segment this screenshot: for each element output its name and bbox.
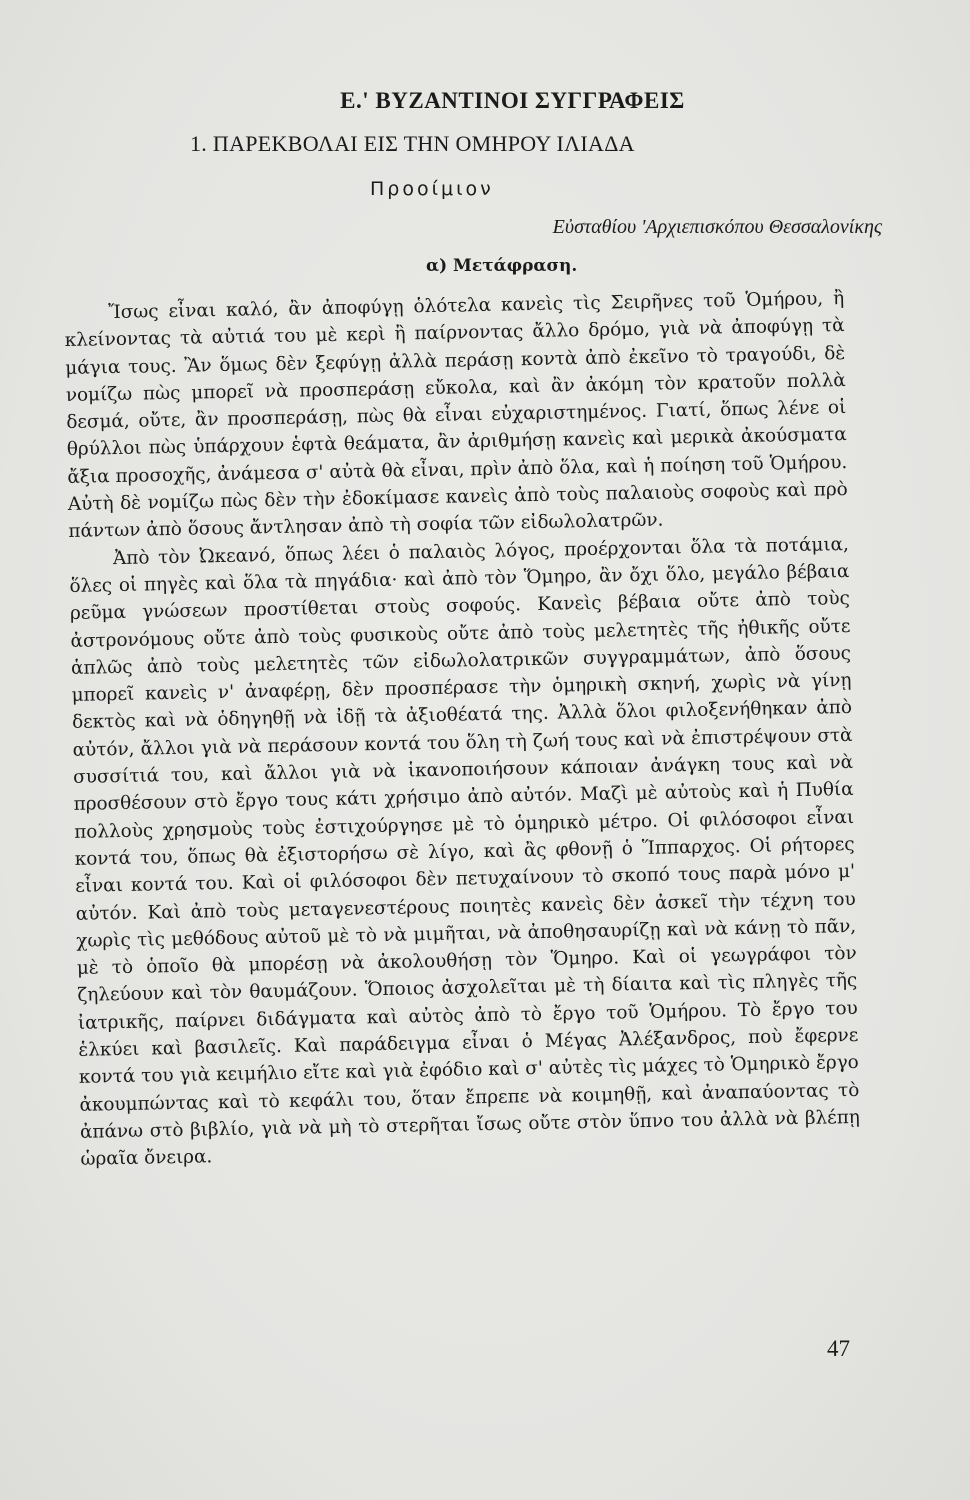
author-attribution: Εὐσταθίου 'Αρχιεπισκόπου Θεσσαλονίκης: [552, 216, 882, 238]
subheading-translation: α) Μετάφραση.: [426, 256, 578, 276]
paragraph: Ἀπὸ τὸν Ὠκεανό, ὅπως λέει ὁ παλαιὸς λόγος, προέρχονται ὅλα τὰ ποτάμια, ὅλες οἱ πηγὲς καὶ ὅλα τὰ πηγάδια· καὶ ἀπὸ τὸν Ὅμηρο, ἂν ὄχι ὅλο, μεγάλο βέβαια ρεῦμα γνώσεων προστίθεται στοὺς σοφούς. Κανεὶς βέβαια οὔτε ἀπὸ τοὺς ἀστρονόμους οὔτε ἀπὸ τοὺς φυσικοὺς οὔτε ἀπὸ τοὺς μελετητὲς τῆς ἠθικῆς οὔτε ἁπλῶς ἀπὸ τοὺς μελετητὲς τῶν εἰδωλολατρικῶν συγγραμμάτων, ἀπὸ ὅσους μπορεῖ κανεὶς ν' ἀναφέρῃ, δὲν προσπέρασε τὴν ὁμηρικὴ σκηνή, χωρὶς νὰ γίνῃ δεκτὸς καὶ νὰ ὁδηγηθῇ νὰ ἰδῇ τὰ ἀξιοθέατά της. Ἀλλὰ ὅλοι φιλοξενήθηκαν ἀπὸ αὐτόν, ἄλλοι γιὰ νὰ περάσουν κοντά του ὅλη τὴ ζωή τους καὶ νὰ ἐπιστρέψουν στὰ συσσίτιά του, καὶ ἄλλοι γιὰ νὰ ἱκανοποιήσουν κάποιαν ἀνάγκη τους καὶ νὰ προσθέσουν στὸ ἔργο τους κάτι χρήσιμο ἀπὸ αὐτόν. Μαζὶ μὲ αὐτοὺς καὶ ἡ Πυθία πολλοὺς χρησμοὺς τοὺς ἐστιχούργησε μὲ τὸ ὁμηρικὸ μέτρο. Οἱ φιλόσοφοι εἶναι κοντά του, ὅπως θὰ ἐξιστορήσω σὲ λίγο, καὶ ἂς φθονῇ ὁ Ἵππαρχος. Οἱ ρήτορες εἶναι κοντά του. Καὶ οἱ φιλόσοφοι δὲν πετυχαίνουν τὸ σκοπό τους παρὰ μόνο μ' αὐτόν. Καὶ ἀπὸ τοὺς μεταγενεστέρους ποιητὲς κανεὶς δὲν ἀσκεῖ τὴν τέχνη του χωρὶς τὶς μεθόδους αὐτοῦ μὲ τὸ νὰ μιμῆται, νὰ ἀποθησαυρίζῃ καὶ νὰ κάνῃ τὸ πᾶν, μὲ τὸ ὁποῖο θὰ μπορέσῃ νὰ ἀκολουθήσῃ τὸν Ὅμηρο. Καὶ οἱ γεωγράφοι τὸν ζηλεύουν καὶ τὸν θαυμάζουν. Ὅποιος ἀσχολεῖται μὲ τὴ δίαιτα καὶ τὶς πληγὲς τῆς ἰατρικῆς, παίρνει διδάγματα καὶ αὐτὸς ἀπὸ τὸ ἔργο τοῦ Ὁμήρου. Τὸ ἔργο του ἑλκύει καὶ βασιλεῖς. Καὶ παράδειγμα εἶναι ὁ Μέγας Ἀλέξανδρος, ποὺ ἔφερνε κοντά του γιὰ κειμήλιο εἴτε καὶ γιὰ ἐφόδιο καὶ σ' αὐτὲς τὶς μάχες τὸ Ὁμηρικὸ ἔργο ἀκουμπώντας καὶ τὸ κεφάλι του, ὅταν ἔπρεπε νὰ κοιμηθῇ, καὶ ἀναπαύοντας τὸ ἀπάνω στὸ βιβλίο, γιὰ νὰ μὴ τὸ στερῆται ἴσως οὔτε στὸν ὕπνο του ἀλλὰ νὰ βλέπῃ ὡραῖα ὄνειρα.: [69, 533, 861, 1171]
paragraph: Ἴσως εἶναι καλό, ἂν ἀποφύγῃ ὁλότελα κανεὶς τὶς Σειρῆνες τοῦ Ὁμήρου, ἢ κλείνοντας τὰ αὐτιά του μὲ κερὶ ἢ παίρνοντας ἄλλο δρόμο, γιὰ νὰ ἀποφύγῃ τὰ μάγια τους. Ἂν ὅμως δὲν ξεφύγῃ ἀλλὰ περάσῃ κοντὰ ἀπὸ ἐκεῖνο τὸ τραγούδι, δὲ νομίζω πὼς μπορεῖ νὰ προσπεράσῃ εὔκολα, καὶ ἂν ἀκόμη τὸν κρατοῦν πολλὰ δεσμά, οὔτε, ἂν προσπεράσῃ, πὼς θὰ εἶναι εὐχαριστημένος. Γιατί, ὅπως λένε οἱ θρύλλοι πὼς ὑπάρχουν ἑφτὰ θεάματα, ἂν ἀριθμήσῃ κανεὶς καὶ μερικὰ ἀκούσματα ἄξια προσοχῆς, ἀνάμεσα σ' αὐτὰ θὰ εἶναι, πρὶν ἀπὸ ὅλα, καὶ ἡ ποίηση τοῦ Ὁμήρου. Αὐτὴ δὲ νομίζω πὼς δὲν τὴν ἐδοκίμασε κανεὶς ἀπὸ τοὺς παλαιοὺς σοφοὺς καὶ πρὸ πάντων ἀπὸ ὅσους ἄντλησαν ἀπὸ τὴ σοφία τῶν εἰδωλολατρῶν.: [64, 288, 848, 543]
prooimion-heading: Προοίμιον: [370, 178, 494, 200]
work-title: 1. ΠΑΡΕΚΒΟΛΑΙ ΕΙΣ ΤΗΝ ΟΜΗΡΟΥ ΙΛΙΑΔΑ: [190, 131, 635, 156]
section-heading: Ε.' ΒΥΖΑΝΤΙΝΟΙ ΣΥΓΓΡΑΦΕΙΣ: [340, 88, 685, 113]
page-number: 47: [827, 1336, 850, 1361]
body-text: [64, 285, 861, 1173]
